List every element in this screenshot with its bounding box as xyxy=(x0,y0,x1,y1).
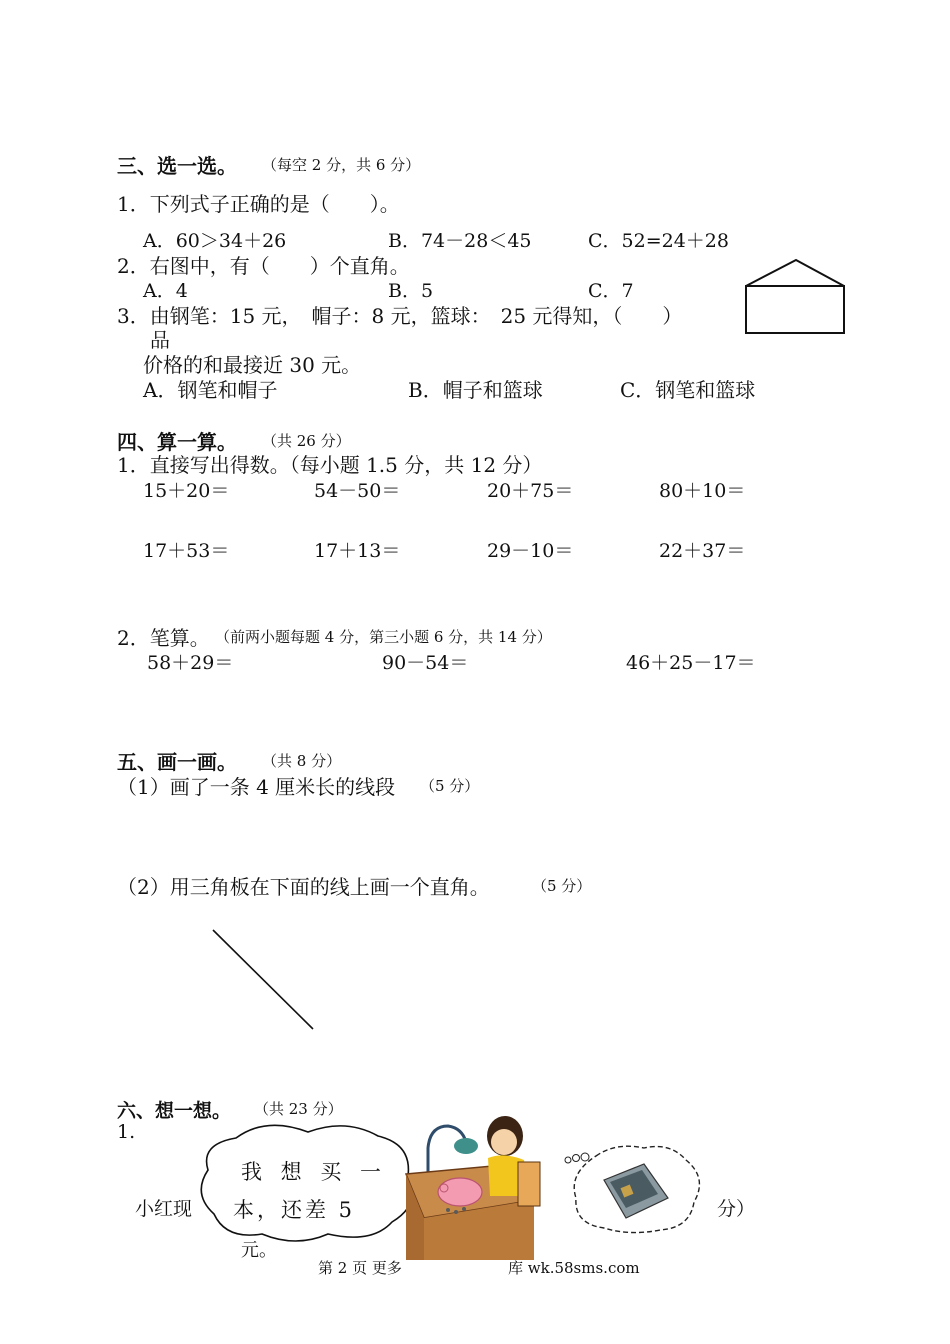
q3-3-line1: 3．由钢笔：15 元， 帽子：8 元，篮球： 25 元得知，（ ） xyxy=(117,304,683,328)
q3-2-option-b: B．5 xyxy=(388,280,434,302)
q4-2-label: 2．笔算。 xyxy=(117,626,210,650)
q4-2-item: 90－54＝ xyxy=(382,652,469,674)
bubble-line: 元。 xyxy=(241,1240,277,1261)
house-figure xyxy=(740,255,852,339)
coin xyxy=(446,1208,450,1212)
q5-1-text: （1）画了一条 4 厘米长的线段 xyxy=(117,775,396,799)
section3-title: 三、选一选。 xyxy=(117,154,237,178)
q3-2-option-a: A．4 xyxy=(143,280,188,302)
section6-title: 六、想一想。 xyxy=(117,1100,232,1122)
q4-2-note: （前两小题每题 4 分，第三小题 6 分，共 14 分） xyxy=(215,628,552,646)
house-body xyxy=(746,286,844,333)
girl-desk-illustration xyxy=(400,1108,550,1260)
q5-1-score: （5 分） xyxy=(420,777,480,795)
q3-2-option-c: C．7 xyxy=(588,280,634,302)
q3-1-text: 1．下列式子正确的是（ ）。 xyxy=(117,192,400,216)
q4-1-item: 22＋37＝ xyxy=(659,540,746,562)
girl-face xyxy=(491,1129,517,1155)
q4-2-item: 46＋25－17＝ xyxy=(626,652,756,674)
bubble-line: 本，还差 5 xyxy=(233,1198,356,1222)
bubble-line: 我 想 买 一 xyxy=(241,1160,388,1184)
q6-1-number: 1. xyxy=(117,1121,136,1143)
q5-2-score: （5 分） xyxy=(532,877,592,895)
diagonal-line-figure xyxy=(205,925,325,1037)
book-thought-bubble xyxy=(560,1140,708,1236)
q3-1-option-c: C．52=24＋28 xyxy=(588,230,729,252)
diagonal-line xyxy=(213,930,313,1029)
q4-2-item: 58＋29＝ xyxy=(147,652,234,674)
section4-title: 四、算一算。 xyxy=(117,430,237,454)
q3-3-line1b: 品 xyxy=(150,328,170,352)
q3-3-line2: 价格的和最接近 30 元。 xyxy=(143,353,362,377)
thought-dot xyxy=(573,1155,580,1162)
q4-1-text: 1．直接写出得数。（每小题 1.5 分，共 12 分） xyxy=(117,453,543,477)
q6-1-left-text: 小红现 xyxy=(135,1198,193,1220)
q3-1-option-b: B．74－28＜45 xyxy=(388,230,532,252)
section6-note: （共 23 分） xyxy=(254,1100,343,1118)
q3-3-option-b: B．帽子和篮球 xyxy=(408,378,543,402)
chair-back xyxy=(518,1162,540,1206)
q3-3-option-a: A．钢笔和帽子 xyxy=(143,378,278,402)
section4-note: （共 26 分） xyxy=(262,432,351,450)
house-roof xyxy=(746,260,844,286)
q4-1-item: 17＋53＝ xyxy=(143,540,230,562)
section5-note: （共 8 分） xyxy=(262,752,342,770)
thought-dot xyxy=(565,1157,571,1163)
q3-2-text: 2．右图中，有（ ）个直角。 xyxy=(117,254,410,278)
footer-left: 第 2 页 更多 xyxy=(318,1259,402,1277)
coin xyxy=(462,1207,466,1211)
q3-1-option-a: A．60＞34＋26 xyxy=(143,230,287,252)
q3-3-option-c: C．钢笔和篮球 xyxy=(620,378,756,402)
q4-1-item: 29－10＝ xyxy=(487,540,574,562)
piggy-snout xyxy=(440,1184,448,1192)
q4-1-item: 54－50＝ xyxy=(314,480,401,502)
q4-1-item: 20＋75＝ xyxy=(487,480,574,502)
q5-2-text: （2）用三角板在下面的线上画一个直角。 xyxy=(117,875,490,899)
section3-note: （每空 2 分，共 6 分） xyxy=(262,156,421,174)
q6-1-right-text: 分） xyxy=(717,1198,756,1220)
lamp-head xyxy=(454,1138,478,1154)
q4-1-item: 80＋10＝ xyxy=(659,480,746,502)
q4-1-item: 17＋13＝ xyxy=(314,540,401,562)
q4-1-item: 15＋20＝ xyxy=(143,480,230,502)
thought-dot xyxy=(581,1153,589,1161)
coin xyxy=(454,1210,458,1214)
section5-title: 五、画一画。 xyxy=(117,750,237,774)
footer-right: 库 wk.58sms.com xyxy=(508,1259,640,1277)
